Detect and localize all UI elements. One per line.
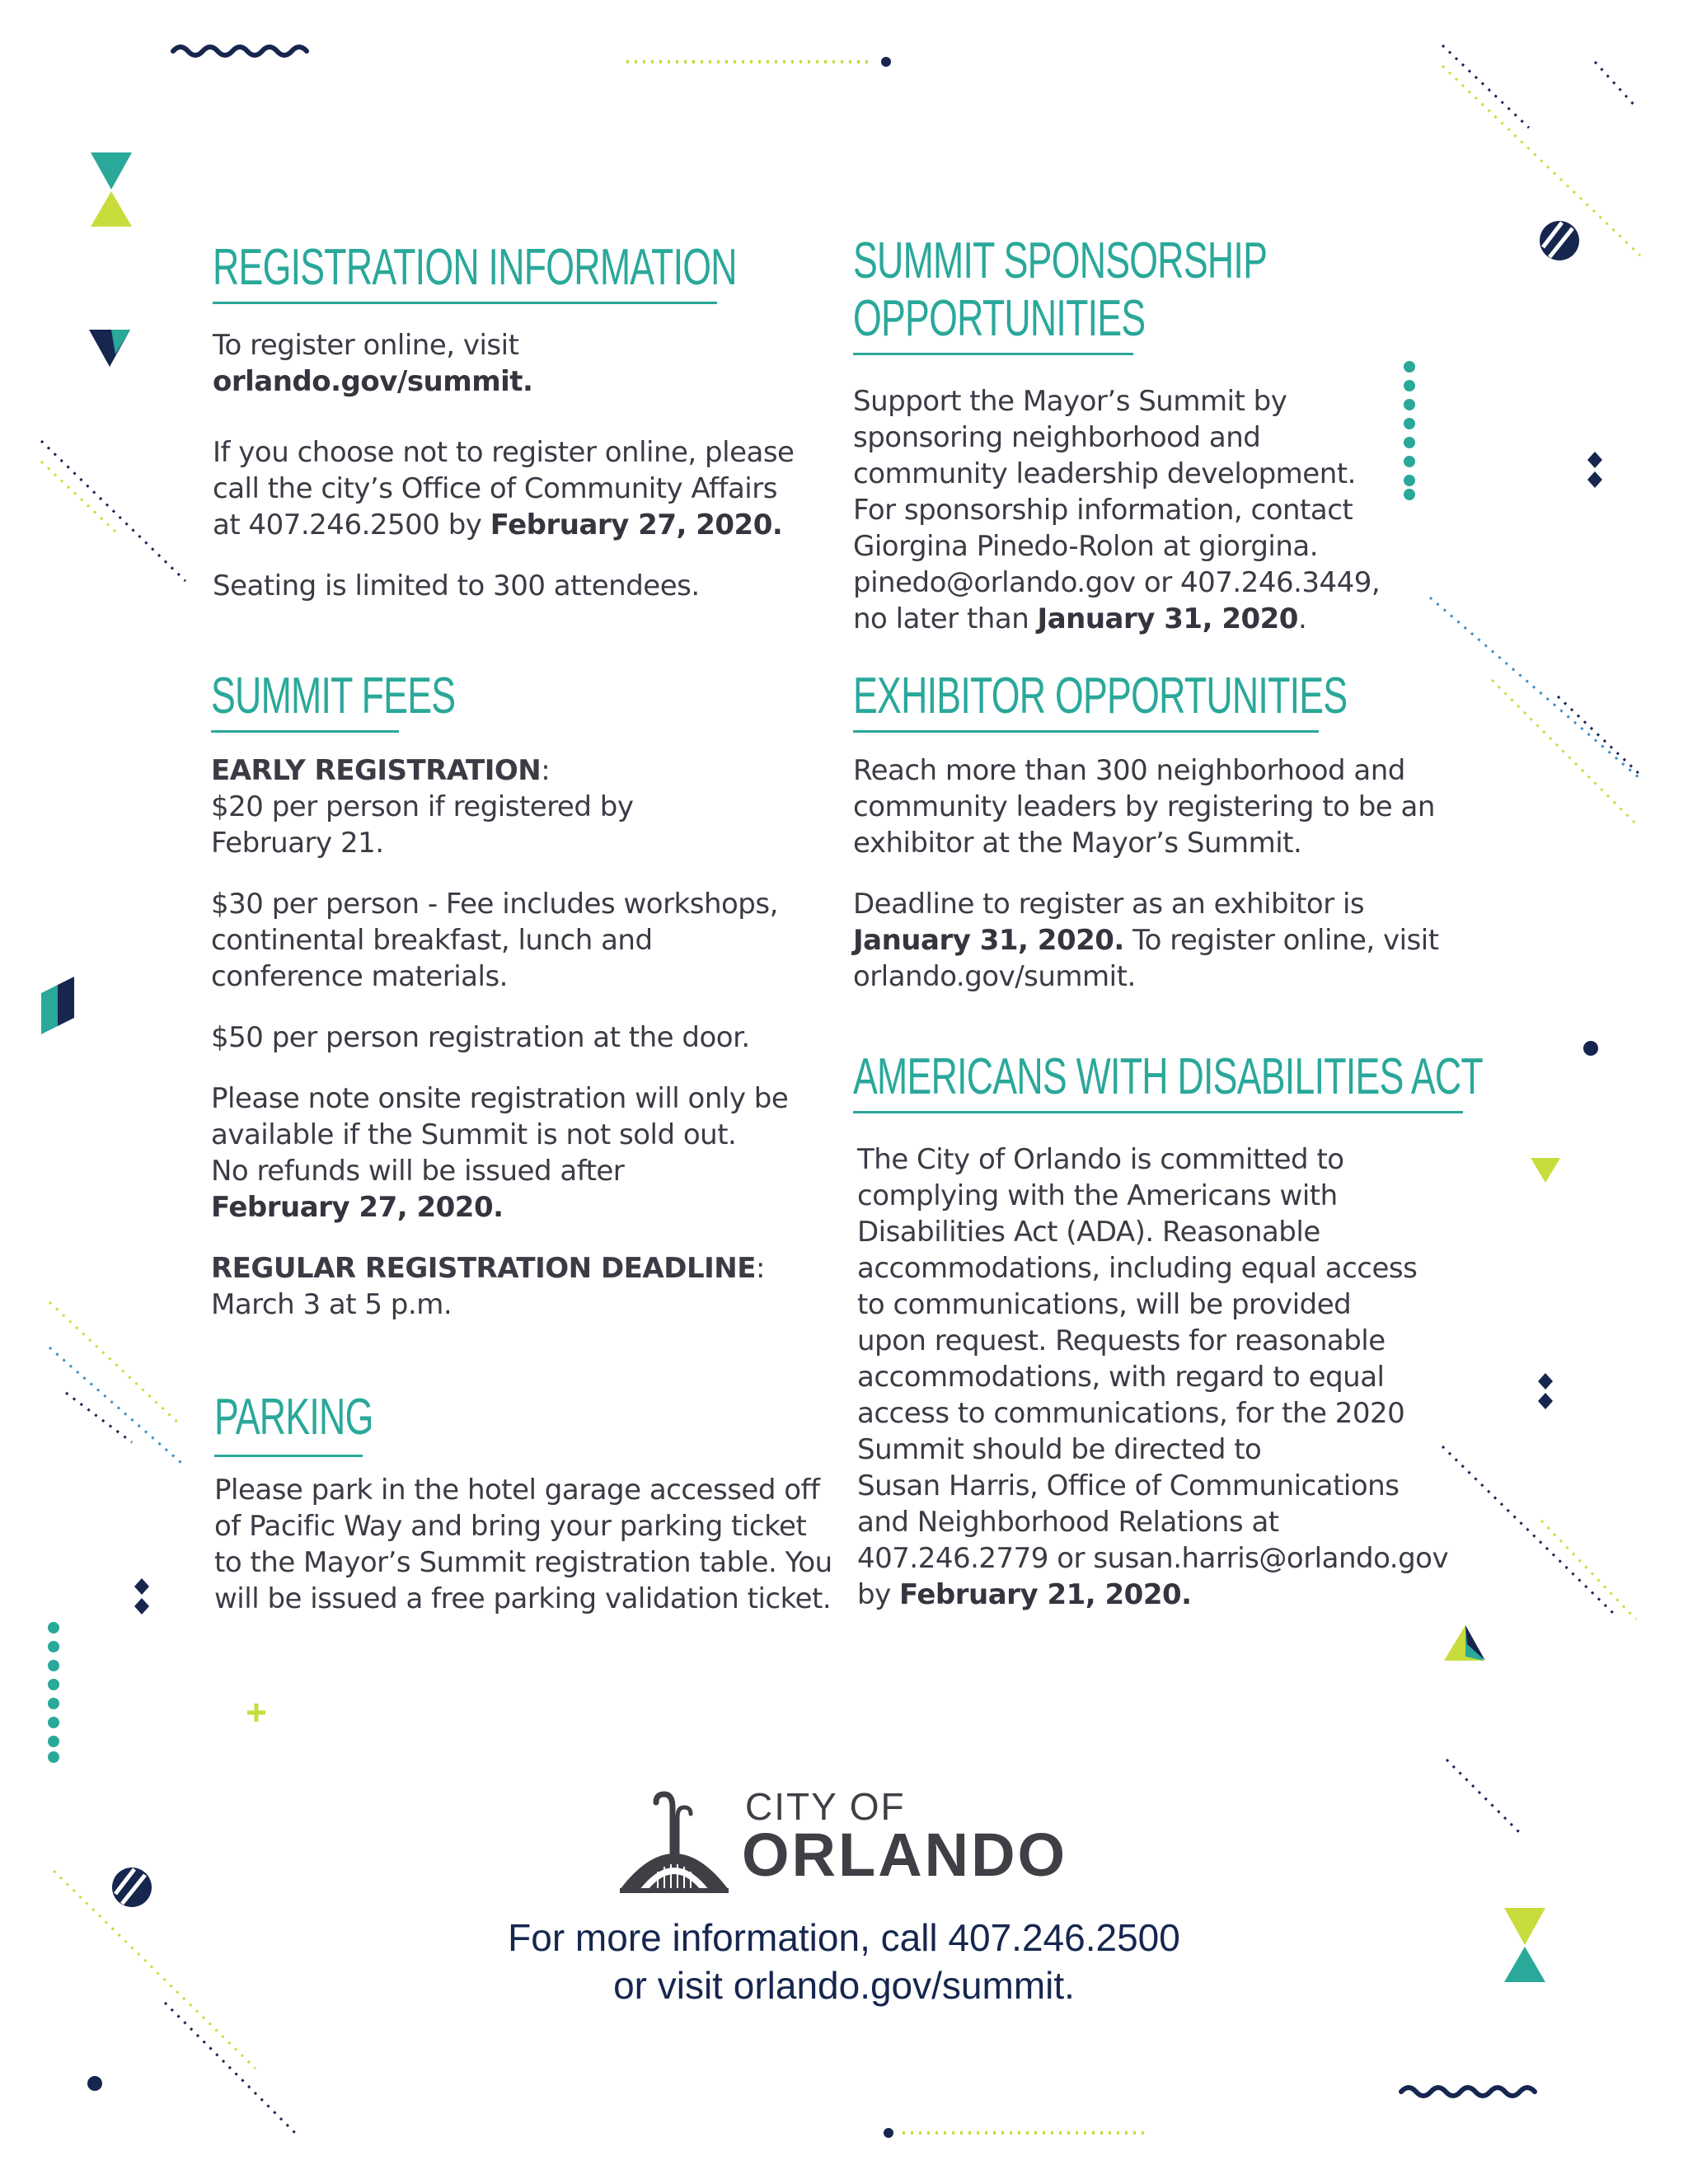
footer-info-line-1: For more information, call 407.246.2500 — [508, 1916, 1180, 1959]
triangle-teal-top-left — [91, 152, 132, 190]
text-line: accommodations, including equal access — [857, 1252, 1418, 1285]
dot-bottom-left — [87, 2076, 102, 2091]
text-line: No refunds will be issued after — [211, 1155, 625, 1188]
diag-dots-left-lower-3 — [66, 1393, 132, 1442]
text-line: : — [755, 1252, 765, 1285]
ada-deadline: February 21, 2020. — [899, 1578, 1192, 1611]
striped-circle-top-right — [1540, 221, 1579, 260]
diag-dots-top-right-2 — [1442, 66, 1640, 255]
text-line: community leaders by registering to be an — [853, 790, 1435, 823]
text-line: to communications, will be provided — [857, 1288, 1352, 1321]
text-line: conference materials. — [211, 960, 508, 993]
city-of-orlando-logo — [617, 1784, 1078, 1900]
text-line: sponsoring neighborhood and — [853, 421, 1261, 454]
refund-deadline: February 27, 2020. — [211, 1191, 504, 1224]
fees-onsite-note — [211, 1080, 837, 1226]
footer-info-line-2: or visit orlando.gov/summit. — [613, 1964, 1075, 2007]
text-line: no later than — [853, 602, 1038, 635]
dot-column-left — [48, 1622, 59, 1763]
registration-heading-rule — [213, 302, 717, 304]
exhibitor-paragraph-2 — [853, 886, 1504, 995]
ada-section — [853, 1048, 1504, 1638]
text-line: call the city’s Office of Community Affairs — [213, 472, 777, 505]
diag-dots-right-mid-3 — [1558, 696, 1640, 775]
diag-dots-left-lower-1 — [49, 1302, 181, 1426]
striped-circle-bottom-left — [112, 1868, 152, 1907]
footer-contact-info — [0, 1914, 1688, 2009]
text-line: $30 per person - Fee includes workshops, — [211, 888, 778, 921]
parking-section — [214, 1389, 841, 1642]
diag-dots-right-bottom — [1447, 1760, 1521, 1834]
squiggle-bottom-right — [1401, 2088, 1535, 2096]
logo-city-of: CITY OF — [745, 1785, 906, 1828]
text-line: Susan Harris, Office of Communications — [857, 1469, 1400, 1502]
sponsorship-heading-rule — [853, 353, 1133, 355]
text-line: For sponsorship information, contact — [853, 494, 1353, 527]
registration-url: orlando.gov/summit. — [213, 365, 533, 398]
text-line: complying with the Americans with — [857, 1179, 1338, 1212]
fees-standard — [211, 886, 837, 995]
exhibitor-heading: EXHIBITOR OPPORTUNITIES — [853, 668, 1348, 724]
registration-section — [213, 239, 839, 629]
text-line: exhibitor at the Mayor’s Summit. — [853, 827, 1302, 860]
text-line: available if the Summit is not sold out. — [211, 1118, 737, 1151]
fees-at-door — [211, 1019, 837, 1056]
exhibitor-heading-rule — [853, 730, 1319, 733]
parking-heading: PARKING — [214, 1389, 373, 1446]
parking-heading-rule — [214, 1455, 363, 1457]
text-line: To register online, visit — [1123, 924, 1439, 957]
diag-dots-right-lower-2 — [1541, 1521, 1636, 1619]
ada-heading: AMERICANS WITH DISABILITIES ACT — [853, 1048, 1483, 1105]
text-line: Giorgina Pinedo-Rolon at giorgina. — [853, 530, 1319, 563]
text-line: $50 per person registration at the door. — [211, 1021, 750, 1054]
text-line: Please park in the hotel garage accessed off — [214, 1474, 820, 1507]
text-line: $20 per person if registered by — [211, 790, 634, 823]
text-line: : — [541, 754, 551, 787]
text-line: accommodations, with regard to equal — [857, 1361, 1385, 1394]
regular-registration-label: REGULAR REGISTRATION DEADLINE — [211, 1252, 756, 1285]
ada-heading-rule — [853, 1111, 1463, 1113]
text-line: Deadline to register as an exhibitor is — [853, 888, 1365, 921]
text-line: February 21. — [211, 827, 384, 860]
fees-section — [211, 668, 837, 1347]
early-registration-label: EARLY REGISTRATION — [211, 754, 542, 787]
diag-dots-bottom-left-2 — [165, 2003, 297, 2135]
diag-dots-left-1 — [41, 441, 185, 581]
exhibitor-deadline: January 31, 2020. — [853, 924, 1124, 957]
text-line: SUMMIT SPONSORSHIP — [853, 232, 1268, 289]
text-line: If you choose not to register online, please — [213, 436, 795, 469]
text-line: and Neighborhood Relations at — [857, 1506, 1279, 1539]
text-line: will be issued a free parking validation ticket. — [214, 1582, 832, 1615]
text-line: . — [1297, 602, 1307, 635]
text-line: Please note onsite registration will only be — [211, 1082, 789, 1115]
squiggle-top-left — [173, 47, 307, 55]
ada-paragraph — [853, 1141, 1504, 1613]
registration-paragraph-3 — [213, 568, 839, 604]
text-line: Summit should be directed to — [857, 1433, 1262, 1466]
text-line: community leadership development. — [853, 457, 1356, 490]
exhibitor-section — [853, 668, 1504, 1019]
diamonds-right-mid — [1538, 1373, 1553, 1409]
text-line: The City of Orlando is committed to — [857, 1143, 1344, 1176]
diamonds-left — [134, 1578, 149, 1615]
exhibitor-paragraph-1 — [853, 752, 1504, 861]
fees-regular-deadline — [211, 1250, 837, 1323]
diag-dots-right-mid-2 — [1492, 680, 1636, 824]
sponsorship-section — [853, 232, 1504, 662]
triangle-lime-right — [1531, 1158, 1560, 1183]
fees-early-registration — [211, 752, 837, 861]
city-emblem-icon — [617, 1784, 732, 1900]
text-line: To register online, visit — [213, 329, 519, 362]
text-line: orlando.gov/summit. — [853, 960, 1136, 993]
registration-paragraph-1 — [213, 327, 839, 400]
registration-heading: REGISTRATION INFORMATION — [213, 239, 737, 296]
dot-right — [1583, 1041, 1598, 1056]
sponsorship-heading — [853, 232, 1322, 348]
cube-left — [41, 977, 74, 1034]
text-line: by — [857, 1578, 900, 1611]
dot-bottom — [884, 2128, 893, 2138]
sponsorship-paragraph — [853, 383, 1504, 637]
plus-lime — [247, 1704, 265, 1722]
text-line: 407.246.2779 or susan.harris@orlando.gov — [857, 1542, 1449, 1575]
text-line: Disabilities Act (ADA). Reasonable — [857, 1216, 1320, 1249]
text-line: Seating is limited to 300 attendees. — [213, 569, 700, 602]
registration-paragraph-2 — [213, 434, 839, 543]
text-line: access to communications, for the 2020 — [857, 1397, 1405, 1430]
sponsorship-deadline: January 31, 2020 — [1037, 602, 1298, 635]
diamonds-right-top — [1587, 452, 1602, 488]
triangle-lime-top-left — [91, 191, 132, 227]
text-line: Support the Mayor’s Summit by — [853, 385, 1287, 418]
parking-paragraph — [214, 1472, 841, 1617]
text-line: at 407.246.2500 by — [213, 509, 490, 541]
text-line: continental breakfast, lunch and — [211, 924, 653, 957]
registration-deadline: February 27, 2020. — [490, 509, 783, 541]
text-line: pinedo@orlando.gov or 407.246.3449, — [853, 566, 1381, 599]
diag-dots-top-right-1 — [1442, 45, 1529, 128]
text-line: March 3 at 5 p.m. — [211, 1288, 452, 1321]
text-line: of Pacific Way and bring your parking ticket — [214, 1510, 807, 1543]
diag-dots-top-right-3 — [1595, 62, 1636, 107]
text-line: Reach more than 300 neighborhood and — [853, 754, 1405, 787]
diag-dots-left-2 — [41, 462, 115, 532]
text-line: to the Mayor’s Summit registration table. You — [214, 1546, 832, 1579]
text-line: upon request. Requests for reasonable — [857, 1324, 1386, 1357]
text-line: OPPORTUNITIES — [853, 290, 1146, 347]
logo-orlando: ORLANDO — [742, 1821, 1068, 1889]
fees-heading-rule — [211, 730, 399, 733]
fees-heading: SUMMIT FEES — [211, 668, 456, 724]
dot-top — [881, 57, 891, 67]
